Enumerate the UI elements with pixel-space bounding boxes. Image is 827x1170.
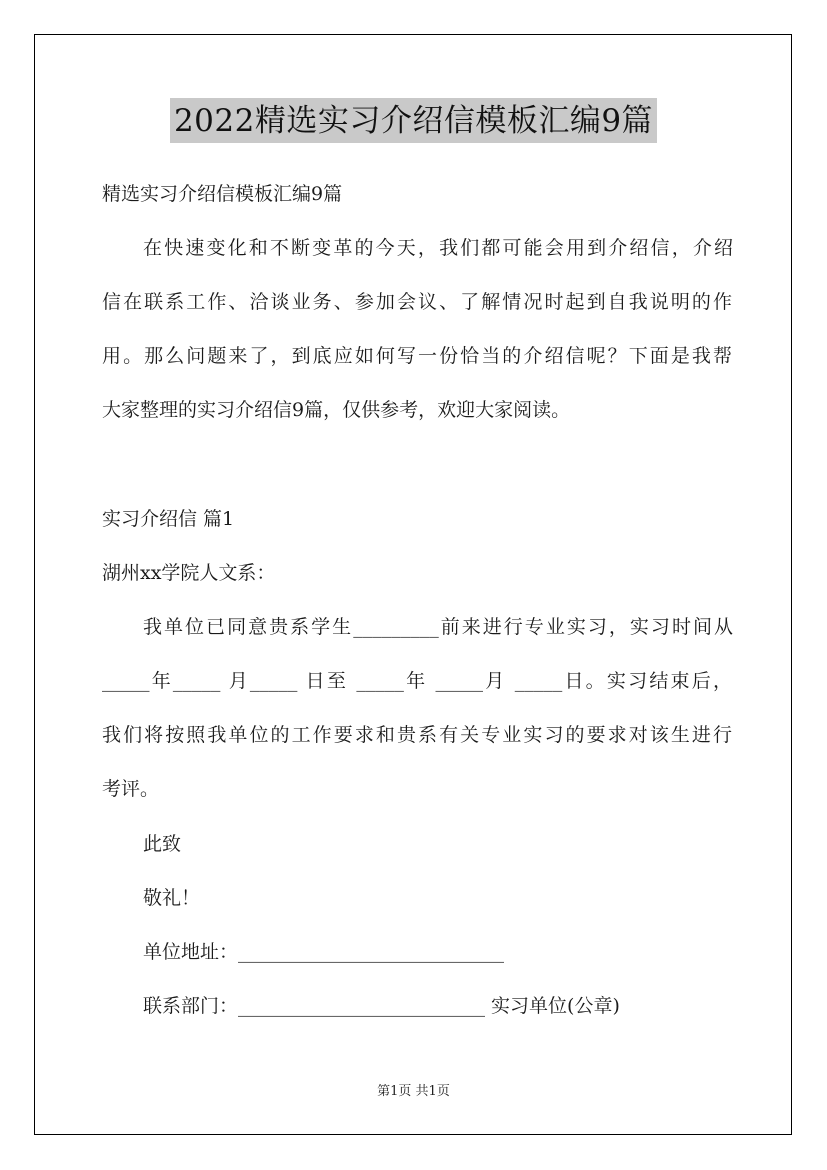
closing-salute: 敬礼！ <box>143 887 201 909</box>
body-line-2: _____年_____ 月_____ 日至 _____年 _____月 _____日。实习结束后， <box>102 670 732 692</box>
section-heading: 实习介绍信 篇1 <box>102 508 235 530</box>
address-line: 单位地址：____________________________ <box>143 941 505 963</box>
document-title: 2022精选实习介绍信模板汇编9篇 <box>170 98 657 143</box>
body-line-4: 考评。 <box>102 778 160 800</box>
contact-line: 联系部门：__________________________ 实习单位(公章) <box>143 995 620 1017</box>
intro-line-3: 用。那么问题来了，到底应如何写一份恰当的介绍信呢？下面是我帮 <box>102 345 732 367</box>
closing-greeting: 此致 <box>143 833 182 855</box>
intro-line-4: 大家整理的实习介绍信9篇，仅供参考，欢迎大家阅读。 <box>102 399 571 421</box>
salutation: 湖州xx学院人文系： <box>102 562 276 584</box>
body-line-1: 我单位已同意贵系学生_________前来进行专业实习，实习时间从 <box>143 616 733 638</box>
title-container <box>0 98 827 143</box>
document-subtitle: 精选实习介绍信模板汇编9篇 <box>102 183 343 205</box>
body-line-3: 我们将按照我单位的工作要求和贵系有关专业实习的要求对该生进行 <box>102 724 732 746</box>
intro-line-2: 信在联系工作、洽谈业务、参加会议、了解情况时起到自我说明的作 <box>102 291 732 313</box>
page-footer: 第1页 共1页 <box>377 1084 450 1099</box>
intro-line-1: 在快速变化和不断变革的今天，我们都可能会用到介绍信，介绍 <box>143 237 733 259</box>
